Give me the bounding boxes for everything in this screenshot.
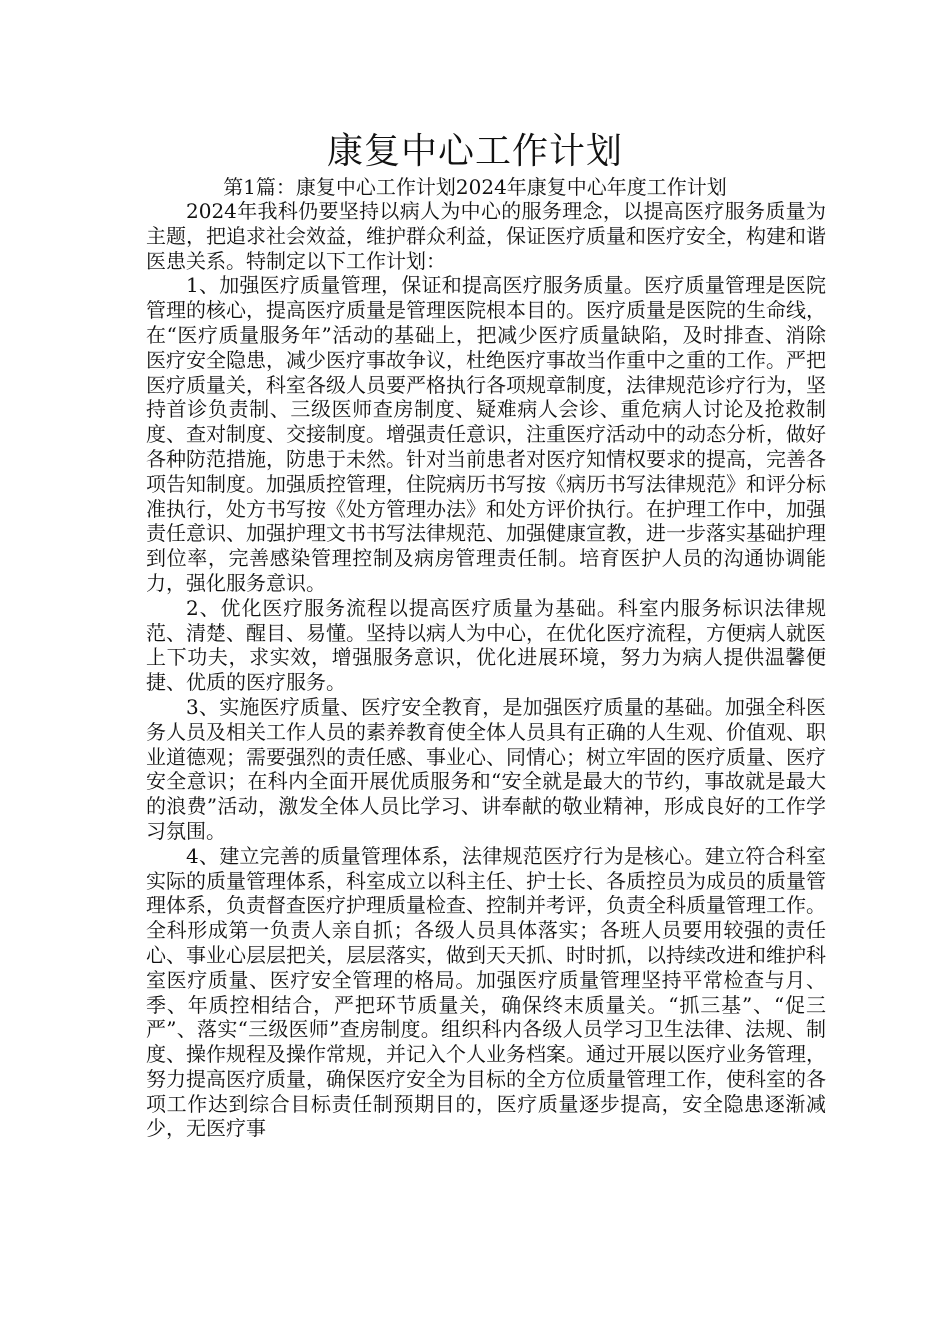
document-subtitle: 第1篇：康复中心工作计划2024年康复中心年度工作计划 [223,175,727,199]
document-body [146,199,826,1141]
paragraph-item-2: 2、优化医疗服务流程以提高医疗质量为基础。科室内服务标识法律规范、清楚、醒目、易懂。坚持以病人为中心，在优化医疗流程，方便病人就医上下功夫，求实效，增强服务意识，优化进展环境，努力为病人提供温馨便捷、优质的医疗服务。 [146,595,826,695]
paragraph-item-4: 4、建立完善的质量管理体系，法律规范医疗行为是核心。建立符合科室实际的质量管理体系，科室成立以科主任、护士长、各质控员为成员的质量管理体系，负责督查医疗护理质量检查、控制并考评，负责全科质量管理工作。全科形成第一负责人亲自抓；各级人员具体落实；各班人员要用较强的责任心、事业心层层把关，层层落实，做到天天抓、时时抓，以持续改进和维护科室医疗质量、医疗安全管理的格局。加强医疗质量管理坚持平常检查与月、季、年质控相结合，严把环节质量关，确保终末质量关。“抓三基”、“促三严”、落实“三级医师”查房制度。组织科内各级人员学习卫生法律、法规、制度、操作规程及操作常规，并记入个人业务档案。通过开展以医疗业务管理，努力提高医疗质量，确保医疗安全为目标的全方位质量管理工作，使科室的各项工作达到综合目标责任制预期目的，医疗质量逐步提高，安全隐患逐渐减少，无医疗事 [146,843,826,1141]
paragraph-intro: 2024年我科仍要坚持以病人为中心的服务理念，以提高医疗服务质量为主题，把追求社会效益，维护群众利益，保证医疗质量和医疗安全，构建和谐医患关系。特制定以下工作计划： [146,199,826,273]
document-title: 康复中心工作计划 [326,131,623,172]
paragraph-item-3: 3、实施医疗质量、医疗安全教育，是加强医疗质量的基础。加强全科医务人员及相关工作人员的素养教育使全体人员具有正确的人生观、价值观、职业道德观；需要强烈的责任感、事业心、同情心；树立牢固的医疗质量、医疗安全意识；在科内全面开展优质服务和“安全就是最大的节约，事故就是最大的浪费”活动，激发全体人员比学习、讲奉献的敬业精神，形成良好的工作学习氛围。 [146,694,826,843]
paragraph-item-1: 1、加强医疗质量管理，保证和提高医疗服务质量。医疗质量管理是医院管理的核心，提高医疗质量是管理医院根本目的。医疗质量是医院的生命线，在“医疗质量服务年”活动的基础上，把减少医疗质量缺陷，及时排查、消除医疗安全隐患，减少医疗事故争议，杜绝医疗事故当作重中之重的工作。严把医疗质量关，科室各级人员要严格执行各项规章制度，法律规范诊疗行为，坚持首诊负责制、三级医师查房制度、疑难病人会诊、重危病人讨论及抢救制度、查对制度、交接制度。增强责任意识，注重医疗活动中的动态分析，做好各种防范措施，防患于未然。针对当前患者对医疗知情权要求的提高，完善各项告知制度。加强质控管理，住院病历书写按《病历书写法律规范》和评分标准执行，处方书写按《处方管理办法》和处方评价执行。在护理工作中，加强责任意识、加强护理文书书写法律规范、加强健康宣教，进一步落实基础护理到位率，完善感染管理控制及病房管理责任制。培育医护人员的沟通协调能力，强化服务意识。 [146,273,826,595]
